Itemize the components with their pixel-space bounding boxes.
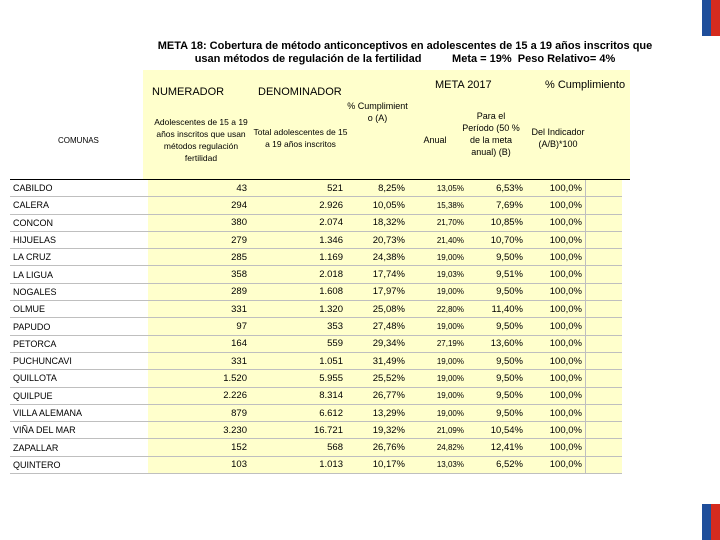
pct-cumplimiento-cell: 25,08% <box>346 301 408 318</box>
pct-cumplimiento-cell: 20,73% <box>346 231 408 248</box>
meta-periodo-cell: 13,60% <box>467 335 526 352</box>
page-title <box>145 40 665 66</box>
numerador-cell: 103 <box>148 456 250 473</box>
denominador-cell: 5.955 <box>250 370 346 387</box>
pct-cumplimiento-cell: 17,74% <box>346 266 408 283</box>
pct-cumplimiento-cell: 19,32% <box>346 422 408 439</box>
empty-cell <box>586 335 623 352</box>
meta-periodo-cell: 6,53% <box>467 180 526 197</box>
title-line-1: META 18: Cobertura de método anticonceptivos en adolescentes de 15 a 19 años inscritos que <box>157 40 653 52</box>
meta-anual-cell: 19,00% <box>408 352 467 369</box>
numerador-cell: 380 <box>148 214 250 231</box>
meta-anual-cell: 19,00% <box>408 404 467 421</box>
comuna-cell: QUILPUE <box>10 387 148 404</box>
pct-cumplimiento-cell: 25,52% <box>346 370 408 387</box>
indicador-cell: 100,0% <box>526 266 586 283</box>
meta-anual-cell: 19,00% <box>408 387 467 404</box>
empty-cell <box>586 283 623 300</box>
comuna-cell: PETORCA <box>10 335 148 352</box>
comuna-cell: QUILLOTA <box>10 370 148 387</box>
numerador-cell: 164 <box>148 335 250 352</box>
indicador-cell: 100,0% <box>526 301 586 318</box>
comuna-cell: PUCHUNCAVI <box>10 352 148 369</box>
comuna-cell: VILLA ALEMANA <box>10 404 148 421</box>
empty-cell <box>586 422 623 439</box>
denominador-cell: 1.051 <box>250 352 346 369</box>
header-adolescentes: Adolescentes de 15 a 19 años inscritos que usan métodos regulación fertilidad <box>154 117 248 163</box>
numerador-cell: 294 <box>148 197 250 214</box>
meta-periodo-cell: 10,85% <box>467 214 526 231</box>
meta-periodo-cell: 11,40% <box>467 301 526 318</box>
pct-cumplimiento-cell: 8,25% <box>346 180 408 197</box>
indicador-cell: 100,0% <box>526 352 586 369</box>
meta-anual-cell: 24,82% <box>408 439 467 456</box>
denominador-cell: 521 <box>250 180 346 197</box>
meta-periodo-cell: 9,50% <box>467 352 526 369</box>
indicador-cell: 100,0% <box>526 387 586 404</box>
empty-cell <box>586 214 623 231</box>
numerador-cell: 2.226 <box>148 387 250 404</box>
meta-periodo-cell: 9,50% <box>467 370 526 387</box>
flag-blue-stripe <box>702 0 711 36</box>
meta-anual-cell: 21,09% <box>408 422 467 439</box>
meta-anual-cell: 21,40% <box>408 231 467 248</box>
empty-cell <box>586 231 623 248</box>
meta-periodo-cell: 6,52% <box>467 456 526 473</box>
numerador-cell: 152 <box>148 439 250 456</box>
flag-red-stripe <box>711 0 720 36</box>
comuna-cell: LA LIGUA <box>10 266 148 283</box>
pct-cumplimiento-cell: 17,97% <box>346 283 408 300</box>
denominador-cell: 1.320 <box>250 301 346 318</box>
flag-red-stripe <box>711 504 720 540</box>
meta-anual-cell: 19,00% <box>408 249 467 266</box>
empty-cell <box>586 301 623 318</box>
indicador-cell: 100,0% <box>526 231 586 248</box>
table-row <box>10 266 622 283</box>
meta-anual-cell: 19,00% <box>408 370 467 387</box>
indicador-cell: 100,0% <box>526 439 586 456</box>
header-total: Total adolescentes de 15 a 19 años inscritos <box>253 127 348 149</box>
pct-cumplimiento-cell: 18,32% <box>346 214 408 231</box>
table-row <box>10 456 622 473</box>
indicador-cell: 100,0% <box>526 422 586 439</box>
pct-cumplimiento-cell: 31,49% <box>346 352 408 369</box>
table-row <box>10 318 622 335</box>
denominador-cell: 6.612 <box>250 404 346 421</box>
empty-cell <box>586 439 623 456</box>
empty-cell <box>586 370 623 387</box>
meta-anual-cell: 27,19% <box>408 335 467 352</box>
denominador-cell: 568 <box>250 439 346 456</box>
meta-periodo-cell: 9,50% <box>467 249 526 266</box>
denominador-cell: 2.074 <box>250 214 346 231</box>
header-indicador: Del Indicador (A/B)*100 <box>531 127 585 149</box>
indicador-cell: 100,0% <box>526 249 586 266</box>
table-body <box>10 180 622 474</box>
comuna-cell: PAPUDO <box>10 318 148 335</box>
meta-anual-cell: 22,80% <box>408 301 467 318</box>
pct-cumplimiento-cell: 24,38% <box>346 249 408 266</box>
numerador-cell: 331 <box>148 301 250 318</box>
table-row <box>10 335 622 352</box>
indicador-cell: 100,0% <box>526 214 586 231</box>
empty-cell <box>586 197 623 214</box>
indicador-cell: 100,0% <box>526 335 586 352</box>
denominador-cell: 8.314 <box>250 387 346 404</box>
table-row <box>10 197 622 214</box>
empty-cell <box>586 180 623 197</box>
numerador-cell: 3.230 <box>148 422 250 439</box>
table-row <box>10 249 622 266</box>
empty-cell <box>586 352 623 369</box>
pct-cumplimiento-cell: 29,34% <box>346 335 408 352</box>
table-row <box>10 283 622 300</box>
denominador-cell: 16.721 <box>250 422 346 439</box>
indicador-cell: 100,0% <box>526 456 586 473</box>
table-row <box>10 370 622 387</box>
flag-blue-stripe <box>702 504 711 540</box>
comuna-cell: CABILDO <box>10 180 148 197</box>
table-row <box>10 404 622 421</box>
meta-anual-cell: 19,03% <box>408 266 467 283</box>
meta-anual-cell: 13,03% <box>408 456 467 473</box>
denominador-cell: 2.926 <box>250 197 346 214</box>
table-row <box>10 214 622 231</box>
comuna-cell: OLMUE <box>10 301 148 318</box>
denominador-cell: 1.608 <box>250 283 346 300</box>
indicador-cell: 100,0% <box>526 370 586 387</box>
denominador-cell: 559 <box>250 335 346 352</box>
indicador-cell: 100,0% <box>526 404 586 421</box>
data-table <box>10 180 622 474</box>
denominador-cell: 1.346 <box>250 231 346 248</box>
pct-cumplimiento-cell: 10,17% <box>346 456 408 473</box>
empty-cell <box>586 456 623 473</box>
table-row <box>10 180 622 197</box>
table-row <box>10 387 622 404</box>
meta-anual-cell: 19,00% <box>408 318 467 335</box>
pct-cumplimiento-cell: 13,29% <box>346 404 408 421</box>
meta-periodo-cell: 10,54% <box>467 422 526 439</box>
pct-cumplimiento-cell: 10,05% <box>346 197 408 214</box>
indicador-cell: 100,0% <box>526 318 586 335</box>
meta-anual-cell: 15,38% <box>408 197 467 214</box>
comuna-cell: HIJUELAS <box>10 231 148 248</box>
flag-stripe-top <box>702 0 720 36</box>
title-line-2: usan métodos de regulación de la fertilidad Meta = 19% Peso Relativo= 4% <box>194 53 616 65</box>
table-row <box>10 301 622 318</box>
meta-periodo-cell: 10,70% <box>467 231 526 248</box>
meta-anual-cell: 21,70% <box>408 214 467 231</box>
header-cumplimiento: % Cumplimiento <box>545 79 626 91</box>
comuna-cell: QUINTERO <box>10 456 148 473</box>
comuna-cell: CALERA <box>10 197 148 214</box>
header-meta-2017: META 2017 <box>435 79 492 91</box>
numerador-cell: 331 <box>148 352 250 369</box>
header-denominador: DENOMINADOR <box>258 86 342 98</box>
meta-periodo-cell: 7,69% <box>467 197 526 214</box>
table-row <box>10 422 622 439</box>
pct-cumplimiento-cell: 26,77% <box>346 387 408 404</box>
meta-anual-cell: 13,05% <box>408 180 467 197</box>
meta-anual-cell: 19,00% <box>408 283 467 300</box>
table-row <box>10 352 622 369</box>
meta-periodo-cell: 9,51% <box>467 266 526 283</box>
empty-cell <box>586 387 623 404</box>
comuna-cell: CONCON <box>10 214 148 231</box>
numerador-cell: 1.520 <box>148 370 250 387</box>
meta-periodo-cell: 9,50% <box>467 404 526 421</box>
header-numerador: NUMERADOR <box>152 86 225 98</box>
pct-cumplimiento-cell: 26,76% <box>346 439 408 456</box>
comuna-cell: VIÑA DEL MAR <box>10 422 148 439</box>
header-periodo: Para el Período (50 % de la meta anual) (B) <box>462 111 520 157</box>
indicador-cell: 100,0% <box>526 283 586 300</box>
header-anual: Anual <box>423 135 447 145</box>
table-row <box>10 231 622 248</box>
pct-cumplimiento-cell: 27,48% <box>346 318 408 335</box>
numerador-cell: 358 <box>148 266 250 283</box>
numerador-cell: 879 <box>148 404 250 421</box>
comuna-cell: NOGALES <box>10 283 148 300</box>
empty-cell <box>586 266 623 283</box>
denominador-cell: 353 <box>250 318 346 335</box>
header-comunas: COMUNAS <box>58 136 99 145</box>
numerador-cell: 97 <box>148 318 250 335</box>
meta-periodo-cell: 12,41% <box>467 439 526 456</box>
empty-cell <box>586 318 623 335</box>
denominador-cell: 1.169 <box>250 249 346 266</box>
numerador-cell: 43 <box>148 180 250 197</box>
numerador-cell: 285 <box>148 249 250 266</box>
meta-periodo-cell: 9,50% <box>467 283 526 300</box>
denominador-cell: 1.013 <box>250 456 346 473</box>
numerador-cell: 279 <box>148 231 250 248</box>
meta-periodo-cell: 9,50% <box>467 318 526 335</box>
flag-stripe-bottom <box>702 504 720 540</box>
header-pct-cumplimiento: % Cumplimient o (A) <box>347 101 408 123</box>
empty-cell <box>586 249 623 266</box>
empty-cell <box>586 404 623 421</box>
comuna-cell: ZAPALLAR <box>10 439 148 456</box>
comuna-cell: LA CRUZ <box>10 249 148 266</box>
denominador-cell: 2.018 <box>250 266 346 283</box>
table-row <box>10 439 622 456</box>
meta-periodo-cell: 9,50% <box>467 387 526 404</box>
indicador-cell: 100,0% <box>526 180 586 197</box>
numerador-cell: 289 <box>148 283 250 300</box>
indicador-cell: 100,0% <box>526 197 586 214</box>
